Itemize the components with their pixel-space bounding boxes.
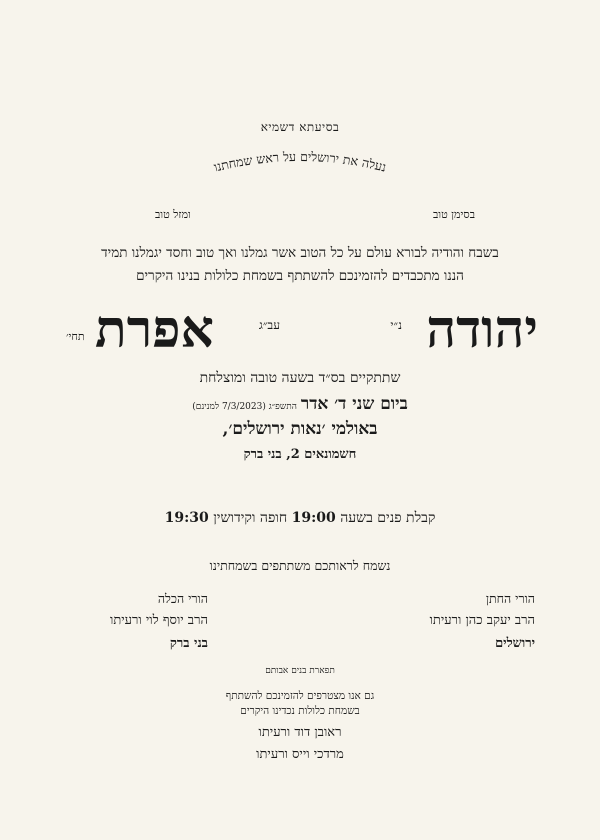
chuppah-label: חופה וקידושין [213, 510, 288, 526]
grandparents-name-2: מרדכי וייס ורעיתו [256, 747, 344, 762]
bride-parents-names: הרב יוסף לוי ורעיתו [110, 613, 208, 628]
verse-text: נעלה את ירושלים על ראש שמחתנו [212, 148, 388, 175]
groom-suffix: נ״י [390, 318, 402, 332]
grandparents-name-1: ראובן דוד ורעיתו [258, 725, 342, 740]
chuppah-time: 19:30 [164, 510, 209, 526]
date-line [0, 394, 600, 414]
good-luck-text: ומזל טוב [155, 208, 191, 221]
grandparents-invite-line-2: בשמחת כלולות נכדינו היקרים [240, 705, 360, 717]
hall-name: באולמי ׳נאות ירושלים׳, [222, 419, 378, 439]
ceremony-line: שתתקיים בס״ד בשעה טובה ומוצלחת [199, 370, 401, 386]
bride-parents-city: בני ברק [169, 636, 208, 651]
bride-suffix: תחי׳ [66, 330, 85, 343]
reception-time: 19:00 [291, 510, 336, 526]
groom-parents-names: הרב יעקב כהן ורעיתו [429, 613, 535, 628]
bride-parents-title: הורי הכלה [157, 591, 208, 606]
good-sign-text: בסימן טוב [432, 208, 475, 221]
groom-parents-city: ירושלים [495, 636, 535, 651]
invite-line: הננו מתכבדים להזמינכם להשתתף בשמחת כלולות בנינו היקרים [136, 268, 464, 284]
grandparents-title: תפארת בנים אבותם [265, 666, 335, 676]
groom-parents-title: הורי החתן [485, 591, 535, 606]
groom-parents [430, 588, 535, 655]
hall-address: חשמונאים 2, בני ברק [243, 447, 357, 462]
date-main: ביום שני ד׳ אדר [300, 394, 408, 414]
event-times [0, 510, 600, 527]
bsd-heading: בסיעתא דשמיא [260, 120, 340, 134]
praise-line: בשבח והודיה לבורא עולם על כל הטוב אשר גמלנו ואך טוב וחסד יגמלנו תמיד [101, 245, 499, 261]
date-note: התשפ״ג (7/3/2023 למנינם) [192, 402, 297, 412]
bride-parents [110, 588, 208, 655]
with-sign: עב״ג [258, 318, 280, 332]
reception-label: קבלת פנים בשעה [340, 510, 436, 526]
bride-name: אפרת [95, 299, 214, 360]
verse-arc [150, 148, 450, 198]
grandparents-invite-line-1: גם אנו מצטרפים להזמינכם להשתתף [225, 690, 375, 702]
rejoice-line: נשמח לראותכם משתתפים בשמחתינו [209, 558, 391, 573]
groom-name: יהודה [426, 299, 538, 360]
svg-text:נעלה את ירושלים על ראש שמחתנו [212, 149, 388, 175]
